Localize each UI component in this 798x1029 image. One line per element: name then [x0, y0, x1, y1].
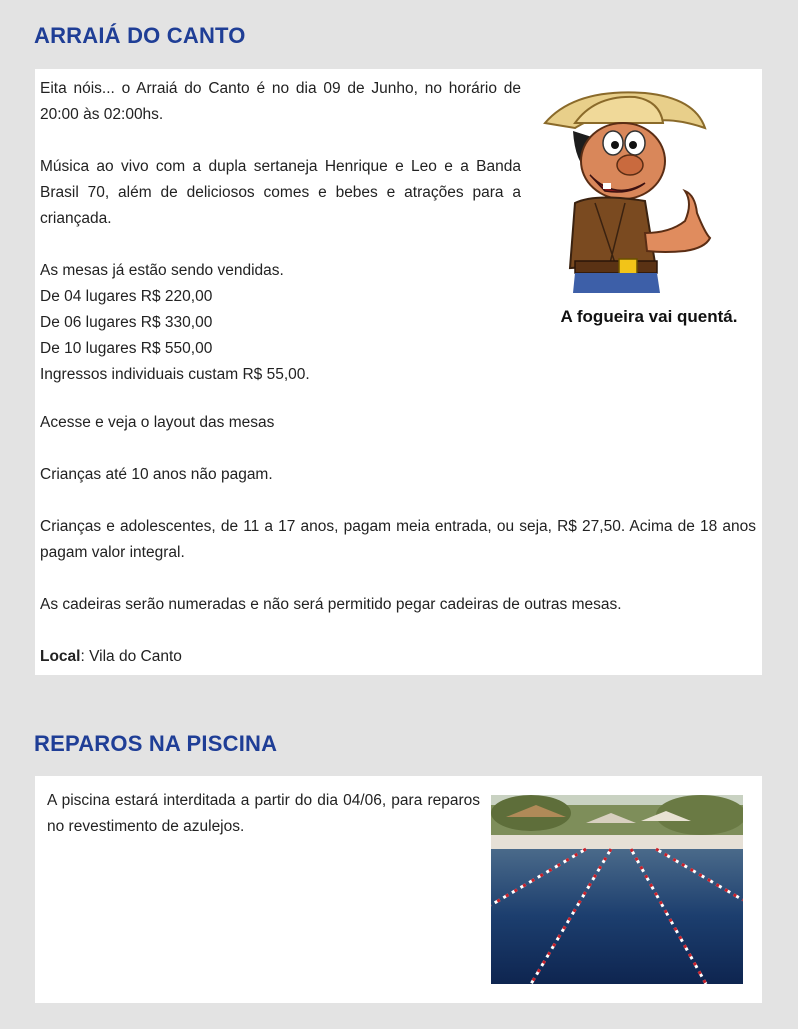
price-4-seats: De 04 lugares R$ 220,00	[40, 288, 213, 305]
arraia-date-paragraph: Eita nóis... o Arraiá do Canto é no dia 09 de Junho, no horário de 20:00 às 02:00hs.	[40, 80, 521, 123]
tables-intro: As mesas já estão sendo vendidas.	[40, 262, 284, 279]
price-10-seats: De 10 lugares R$ 550,00	[40, 340, 213, 357]
kids-paragraph: Crianças até 10 anos não pagam.	[40, 466, 273, 483]
location-label: Local	[40, 648, 81, 665]
location-line	[40, 644, 756, 670]
price-6-seats: De 06 lugares R$ 330,00	[40, 314, 213, 331]
layout-link[interactable]: Acesse e veja o layout das mesas	[40, 414, 275, 431]
arraia-title: ARRAIÁ DO CANTO	[34, 23, 246, 48]
piscina-card	[35, 776, 762, 1003]
cartoon-caption: A fogueira vai quentá.	[560, 307, 738, 326]
teens-paragraph: Crianças e adolescentes, de 11 a 17 anos, pagam meia entrada, ou seja, R$ 27,50. Acima de 18 anos pagam valor integral.	[40, 518, 756, 561]
pool-photo-image	[491, 795, 743, 984]
price-individual: Ingressos individuais custam R$ 55,00.	[40, 366, 310, 383]
arraia-music-paragraph: Música ao vivo com a dupla sertaneja Henrique e Leo e a Banda Brasil 70, além de deliciosos comes e bebes e atrações para a criançada.	[40, 158, 521, 227]
arraia-details-column	[40, 410, 756, 670]
piscina-text: A piscina estará interditada a partir do dia 04/06, para reparos no revestimento de azulejos.	[47, 792, 480, 835]
location-value: : Vila do Canto	[80, 648, 182, 665]
chairs-paragraph: As cadeiras serão numeradas e não será permitido pegar cadeiras de outras mesas.	[40, 596, 622, 613]
piscina-title: REPAROS NA PISCINA	[34, 731, 278, 756]
arraia-card	[35, 69, 762, 675]
caipira-cartoon-image	[535, 83, 713, 293]
arraia-intro-column	[40, 76, 521, 388]
